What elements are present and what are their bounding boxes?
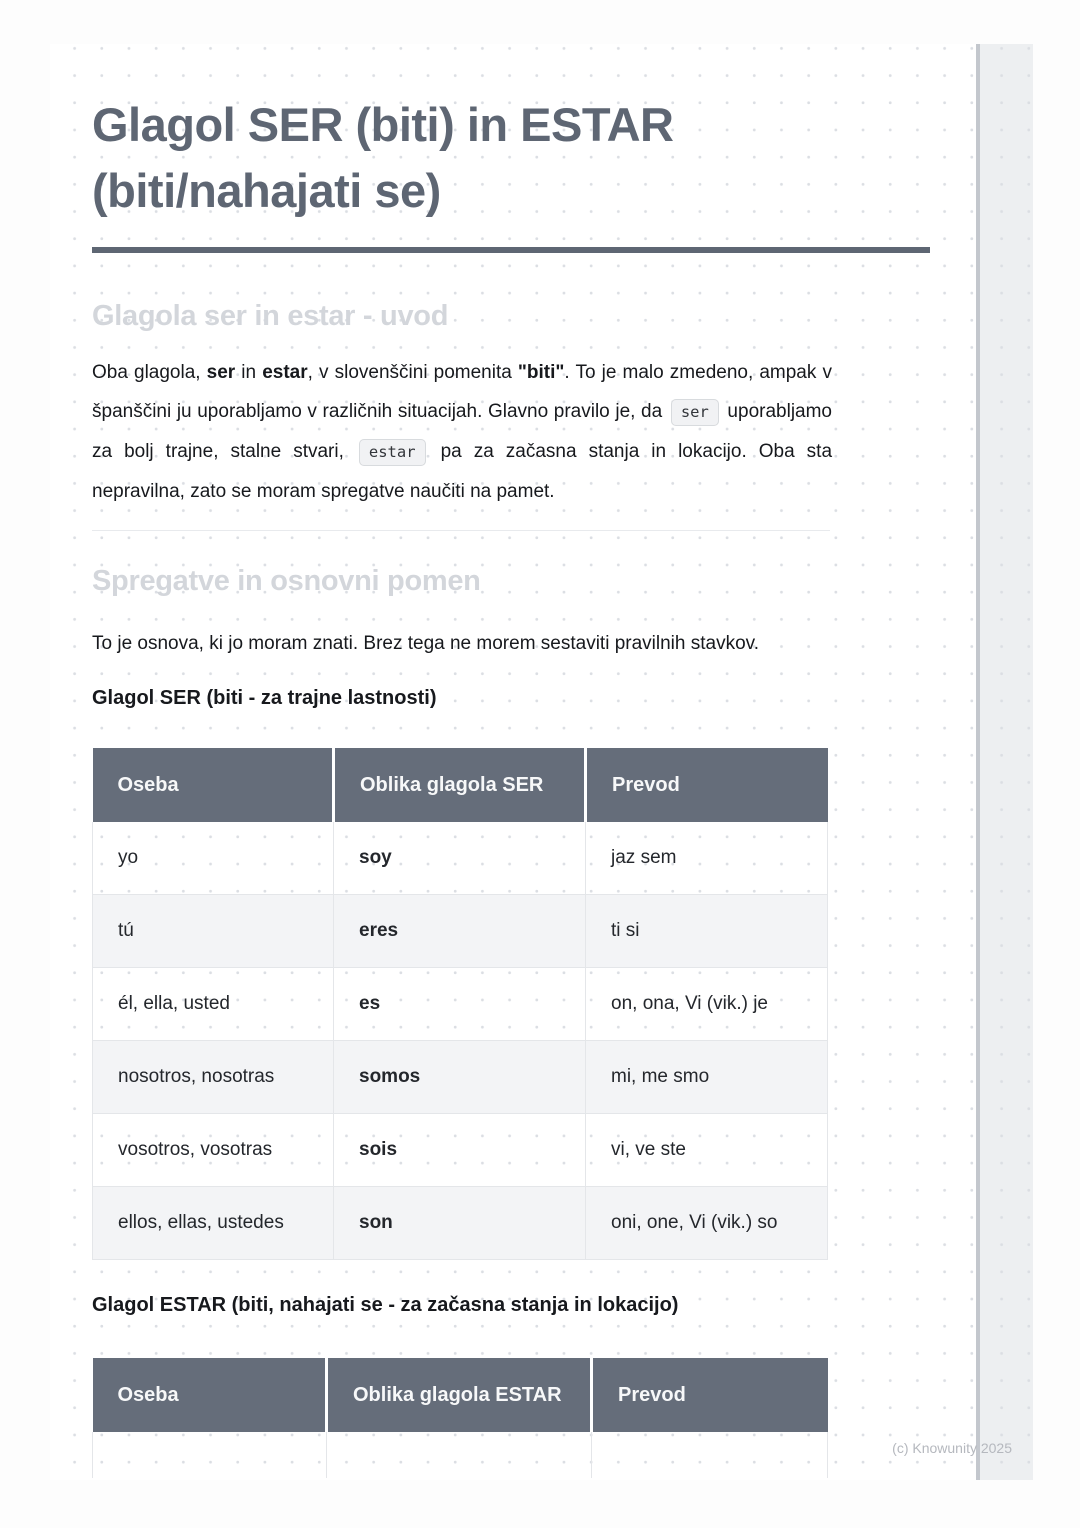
table-header-row bbox=[93, 1358, 828, 1432]
table-row bbox=[93, 1187, 828, 1260]
cell-person: él, ella, usted bbox=[93, 968, 334, 1041]
header-cell-prevod: Prevod bbox=[592, 1358, 828, 1432]
intro-text-3: , v slovenščini pomenita bbox=[307, 362, 518, 383]
table-row bbox=[93, 1041, 828, 1114]
intro-text-1: Oba glagola, bbox=[92, 362, 207, 383]
cell-translation: ti si bbox=[586, 895, 828, 968]
cell-translation: on, ona, Vi (vik.) je bbox=[586, 968, 828, 1041]
cell-person: yo bbox=[93, 822, 334, 895]
section-heading-intro: Glagola ser in estar - uvod bbox=[92, 300, 449, 332]
cell-form: soy bbox=[334, 822, 586, 895]
cell-person: ellos, ellas, ustedes bbox=[93, 1187, 334, 1260]
title-underline bbox=[92, 247, 930, 253]
lead-paragraph: To je osnova, ki jo moram znati. Brez tega ne morem sestaviti pravilnih stavkov. bbox=[92, 633, 760, 654]
cell-person: tú bbox=[93, 895, 334, 968]
cell-person: vosotros, vosotras bbox=[93, 1114, 334, 1187]
cell-form: son bbox=[334, 1187, 586, 1260]
table-row bbox=[93, 968, 828, 1041]
inline-code-ser: ser bbox=[671, 399, 719, 426]
estar-conjugation-table bbox=[92, 1358, 828, 1478]
table-row-partial bbox=[93, 1432, 828, 1478]
cell-form bbox=[327, 1432, 592, 1478]
intro-bold-ser: ser bbox=[206, 362, 236, 383]
table-row bbox=[93, 895, 828, 968]
ser-conjugation-table bbox=[92, 748, 828, 1260]
table-row bbox=[93, 822, 828, 895]
estar-table-title: Glagol ESTAR (biti, nahajati se - za začasna stanja in lokacijo) bbox=[92, 1294, 679, 1316]
cell-person: nosotros, nosotras bbox=[93, 1041, 334, 1114]
inline-code-estar: estar bbox=[359, 439, 426, 466]
cell-form: eres bbox=[334, 895, 586, 968]
intro-text-6: pa za začasna stanja in lokacijo. Oba sta nepravilna, zato se moram spregatve naučiti na pamet. bbox=[92, 441, 833, 502]
cell-translation: mi, me smo bbox=[586, 1041, 828, 1114]
page-edge-strip bbox=[980, 44, 1033, 1480]
intro-text-4: . To je malo zmedeno, ampak v španščini ju uporabljamo v različnih situacijah. Glavno pravilo je, da bbox=[92, 362, 832, 422]
header-cell-oblika-ser: Oblika glagola SER bbox=[334, 748, 586, 822]
cell-translation: vi, ve ste bbox=[586, 1114, 828, 1187]
intro-text-5: uporabljamo za bolj trajne, stalne stvari, bbox=[92, 401, 832, 462]
intro-bold-estar: estar bbox=[262, 362, 308, 383]
page-title bbox=[92, 92, 942, 224]
copyright-footer: (c) Knowunity 2025 bbox=[892, 1440, 1012, 1456]
cell-person bbox=[93, 1432, 327, 1478]
cell-form: sois bbox=[334, 1114, 586, 1187]
table-header-row bbox=[93, 748, 828, 822]
header-cell-prevod: Prevod bbox=[586, 748, 828, 822]
cell-translation: jaz sem bbox=[586, 822, 828, 895]
header-cell-oseba: Oseba bbox=[93, 1358, 327, 1432]
cell-form: es bbox=[334, 968, 586, 1041]
cell-translation bbox=[592, 1432, 828, 1478]
intro-bold-biti: "biti" bbox=[517, 362, 565, 383]
section-divider bbox=[92, 530, 830, 531]
header-cell-oblika-estar: Oblika glagola ESTAR bbox=[327, 1358, 592, 1432]
header-cell-oseba: Oseba bbox=[93, 748, 334, 822]
ser-table-title: Glagol SER (biti - za trajne lastnosti) bbox=[92, 687, 437, 709]
section-heading-conjugation: Spregatve in osnovni pomen bbox=[92, 565, 481, 597]
table-row bbox=[93, 1114, 828, 1187]
intro-text-2: in bbox=[235, 362, 263, 383]
cell-form: somos bbox=[334, 1041, 586, 1114]
cell-translation: oni, one, Vi (vik.) so bbox=[586, 1187, 828, 1260]
intro-paragraph bbox=[92, 353, 832, 511]
page-title-line2: (biti/nahajati se) bbox=[92, 164, 441, 217]
page-title-line1: Glagol SER (biti) in ESTAR bbox=[92, 98, 674, 151]
